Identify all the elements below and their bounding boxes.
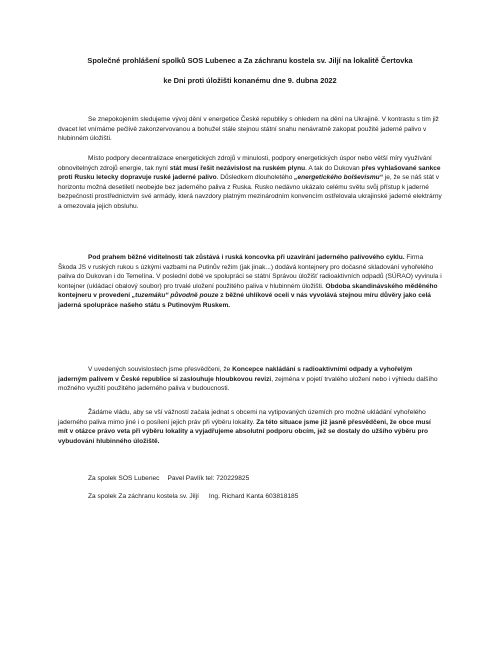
paragraph-5-text-1: Žádáme vládu, aby se vší vážností začala jednat s obcemi na vytipovaných územích pro možné ukládání vyhořelého jaderného paliva mimo jiné i o posílení jejich práv při výběru lokality. — [58, 409, 426, 426]
signature-2 — [88, 492, 298, 501]
paragraph-2-text-2: . A tak do Dukovan — [305, 164, 362, 172]
paragraph-2-text-3: . Důsledkem dlouholetého — [216, 174, 295, 181]
paragraph-5-bold-1: Za této situace jsme již jasně přesvědčeni, že obce musí mít v otázce právo veta při výběru lokality a vyjadřujeme absolutní podporu obcím, jež se dostaly do užšího výběru pro vybudování hlubinného úložiště. — [58, 418, 431, 445]
document-title-line2: ke Dni proti úložišti konanému dne 9. dubna 2022 — [163, 76, 337, 85]
signature-2-org: Za spolek Za záchranu kostela sv. Jiljí — [88, 493, 199, 500]
document-title-line1: Společné prohlášení spolků SOS Lubenec a Za záchranu kostela sv. Jiljí na lokalitě Čertovka — [87, 56, 413, 65]
paragraph-2 — [58, 154, 442, 211]
paragraph-1-text: Se znepokojením sledujeme vývoj dění v energetice České republiky s ohledem na dění na Ukrajině. V kontrastu s tím již dvacet let vnímáme pečlivě zakonzervovanou a bohužel stále stejnou státní snahu nenávratně zakopat použité jaderné palivo v hlubinném úložišti. — [58, 116, 439, 142]
paragraph-1 — [58, 115, 442, 144]
paragraph-2-bold-2: přes vyhlašované sankce proti Rusku letecky dopravuje ruské jaderné palivo — [58, 164, 441, 181]
paragraph-2-bold-italic-1: „energetického bolševismu“ — [294, 174, 383, 181]
signature-2-person: Ing. Richard Kanta 603818185 — [208, 493, 299, 500]
signature-1-org: Za spolek SOS Lubenec — [88, 475, 160, 482]
paragraph-4 — [58, 365, 442, 394]
signature-1 — [88, 474, 249, 483]
paragraph-2-text-4: je, že se náš stát v horizontu možná desetiletí neobejde bez jaderného paliva z Ruska. Rusko nedávno ukázalo celému světu svůj přístup k jaderné bezpečnosti prostřednictvím své armády, která navzdory platným mezinárodním konvencím ostřelovala ukrajinské jaderné elektrárny a omezovala jejich obsluhu. — [58, 174, 442, 210]
paragraph-4-text-1: V uvedených souvislostech jsme přesvědčeni, že — [88, 366, 233, 373]
paragraph-3-bold-italic-1: „tuzemáku“ původně pouze — [131, 292, 219, 299]
paragraph-2-text-1: Místo podpory decentralizace energetických zdrojů v minulosti, podpory energetických úspor nebo větší míry využívání obnovitelných zdrojů energie, tak nyní — [58, 155, 432, 172]
signature-1-person: Pavel Pavlík tel: 720229825 — [167, 475, 250, 482]
paragraph-4-bold-1: Koncepce nakládání s radioaktivními odpady a vyhořelým jaderným palivem v České republice si zaslouhuje hloubkovou revizi — [58, 366, 413, 383]
paragraph-5 — [58, 408, 442, 446]
paragraph-3-bold-3: z běžné uhlíkové oceli v nás vyvolává stejnou míru důvěry jako celá jaderná spolupráce našeho státu s Putinovým Ruskem. — [58, 292, 431, 309]
paragraph-3-text-1: Firma Škoda JS v ruských rukou s úzkými vazbami na Putinův režim (jak jinak...) dodává kontejnery pro dočasné skladování vyhořelého paliva do Dukovan i do Temelína. V poslední době ve spolupráci se státní Správou úložišť radioaktivních odpadů (SÚRAO) vyvinula i kontejner (ukládací obalový soubor) pro trvalé uložení použitého paliva v hlubinném úložišti. — [58, 254, 442, 290]
paragraph-3-bold-1: Pod prahem běžné viditelnosti tak zůstává i ruská koncovka při uzavírání jaderného palivového cyklu. — [88, 254, 405, 261]
paragraph-3 — [58, 253, 442, 310]
paragraph-2-bold-1: stát musí řešit nezávislost na ruském plynu — [169, 164, 306, 172]
paragraph-3-bold-2: Obdoba skandinávského měděného kontejneru v provedení — [58, 282, 438, 299]
paragraph-4-text-2: , zejména v pojetí trvalého uložení nebo i výhledu dalšího možného využití použitého jaderného paliva v budoucnosti. — [58, 375, 438, 392]
